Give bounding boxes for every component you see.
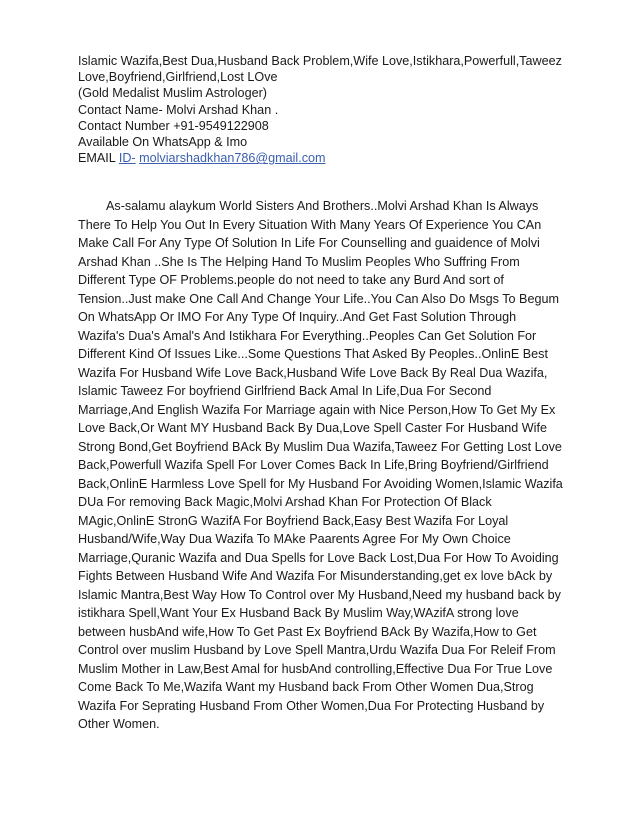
body-line: Make Call For Any Type Of Solution In Life For Counselling and guaidence of Molvi [78,236,540,250]
email-line [78,150,578,166]
body-line: There To Help You Out In Every Situation With Many Years Of Experience You CAn [78,217,542,232]
body-line: Back,OnlinE Harmless Love Spell for My Husband For Avoiding Women,Islamic Wazifa [78,476,563,491]
body-line: Back,Powerfull Wazifa Spell For Lover Comes Back In Life,Bring Boyfriend/Girlfriend [78,458,549,472]
body-line: Fights Between Husband Wife And Wazifa For Misunderstanding,get ex love bAck by [78,569,553,583]
body-line: DUa For removing Back Magic,Molvi Arshad Khan For Protection Of Black [78,495,492,509]
body-line: Marriage,And English Wazifa For Marriage again with Nice Person,How To Get My Ex [78,402,556,417]
body-line: Muslim Mother in Law,Best Amal for husbAnd controlling,Effective Dua For True Love [78,661,553,676]
header-title: (Gold Medalist Muslim Astrologer) [78,86,267,101]
email-id-link[interactable]: ID- [118,151,136,166]
contact-header [78,53,578,166]
body-line: Come Back To Me,Wazifa Want my Husband back From Other Women Dua,Strog [78,680,534,694]
contact-name: Contact Name- Molvi Arshad Khan . [78,102,279,117]
body-line: Different Type OF Problems.people do not need to take any Burd And sort of [78,273,504,287]
body-line: Other Women. [78,717,160,731]
availability-note: Available On WhatsApp & Imo [78,135,248,150]
body-line: Love Back,Or Want MY Husband Back By Dua,Love Spell Caster For Husband Wife [78,421,547,435]
body-line: Islamic Mantra,Best Way How To Control over My Husband,Need my husband back by [78,587,561,602]
body-line: Wazifa For Husband Wife Love Back,Husband Wife Love Back By Real Dua Wazifa, [78,365,548,380]
body-line: Wazifa For Seprating Husband From Other Women,Dua For Protecting Husband by [78,698,545,713]
body-line: Different Kind Of Issues Like...Some Questions That Asked By Peoples..OnlinE Best [78,347,548,361]
body-line: Control over muslim Husband by Love Spell Mantra,Urdu Wazifa Dua For Releif From [78,643,556,657]
header-keywords-line-2: Love,Boyfriend,Girlfriend,Lost LOve [78,70,278,85]
header-keywords-line-1: Islamic Wazifa,Best Dua,Husband Back Problem,Wife Love,Istikhara,Powerfull,Taweez [78,54,562,68]
body-line: between husbAnd wife,How To Get Past Ex Boyfriend BAck By Wazifa,How to Get [78,624,537,639]
body-line: As-salamu alaykum World Sisters And Brothers..Molvi Arshad Khan Is Always [106,199,539,213]
body-line: Arshad Khan ..She Is The Helping Hand To Muslim Peoples Who Suffring From [78,254,520,269]
body-line: istikhara Spell,Want Your Ex Husband Back By Muslim Way,WAzifA strong love [78,606,519,620]
body-line: Islamic Taweez For boyfriend Girlfriend Back Amal In Life,Dua For Second [78,384,492,398]
body-paragraph [78,197,568,734]
body-line: Tension..Just make One Call And Change Your Life..You Can Also Do Msgs To Begum [78,291,559,306]
email-label: EMAIL [78,151,116,166]
body-line: Husband/Wife,Way Dua Wazifa To MAke Paarents Agree For My Own Choice [78,532,511,546]
body-line: Wazifa's Dua's Amal's And Istikhara For Everything..Peoples Can Get Solution For [78,328,537,343]
contact-number: Contact Number +91-9549122908 [78,118,269,133]
body-line: Strong Bond,Get Boyfriend BAck By Muslim Dua Wazifa,Taweez For Getting Lost Love [78,439,562,454]
body-line: MAgic,OnlinE StronG WazifA For Boyfriend Back,Easy Best Wazifa For Loyal [78,513,509,528]
email-address-link[interactable]: molviarshadkhan786@gmail.com [139,151,326,166]
body-line: Marriage,Quranic Wazifa and Dua Spells for Love Back Lost,Dua For How To Avoiding [78,550,559,565]
body-line: On WhatsApp Or IMO For Any Type Of Inquiry..And Get Fast Solution Through [78,310,517,324]
